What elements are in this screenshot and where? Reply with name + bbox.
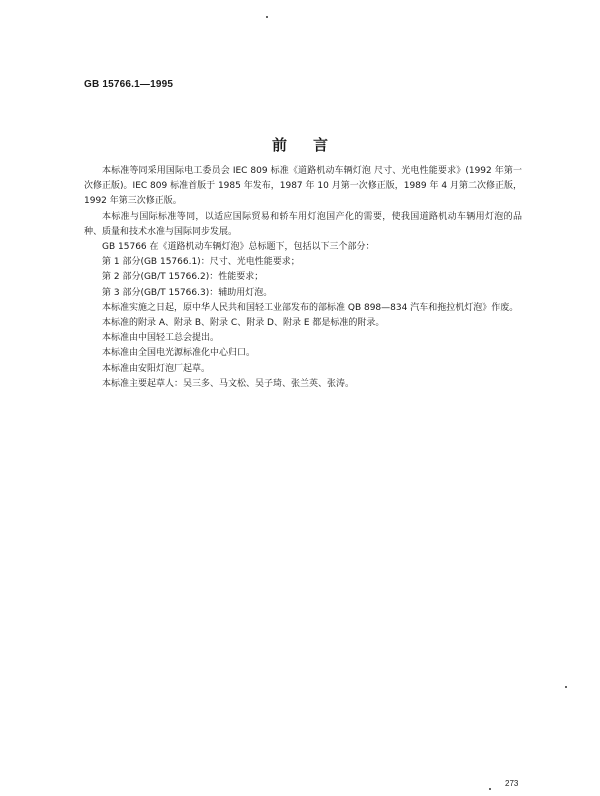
page-number: 273 — [505, 779, 519, 788]
paragraph-parts-intro: GB 15766 在《道路机动车辆灯泡》总标题下，包括以下三个部分： — [102, 242, 375, 253]
paragraph-supersedes: 本标准实施之日起，原中华人民共和国轻工业部发布的部标准 QB 898—834 汽车和拖拉机灯泡》作废。 — [102, 302, 519, 313]
paragraph-part-1: 第 1 部分(GB 15766.1)：尺寸、光电性能要求； — [102, 257, 300, 268]
paragraph-drafters: 本标准主要起草人：吴三多、马文松、吴子琦、张兰英、张涛。 — [102, 378, 355, 389]
preface-body — [84, 164, 522, 392]
paragraph-part-2: 第 2 部分(GB/T 15766.2)：性能要求； — [102, 272, 264, 283]
standard-code: GB 15766.1—1995 — [84, 79, 174, 90]
paragraph-drafted-by: 本标准由安阳灯泡厂起草。 — [102, 363, 211, 374]
paragraph-annexes: 本标准的附录 A、附录 B、附录 C、附录 D、附录 E 都是标准的附录。 — [102, 318, 385, 329]
paragraph-proposed-by: 本标准由中国轻工总会提出。 — [102, 333, 220, 344]
paragraph-part-3: 第 3 部分(GB/T 15766.3)：辅助用灯泡。 — [102, 287, 273, 298]
paragraph-equivalence: 本标准与国际标准等同，以适应国际贸易和轿车用灯泡国产化的需要，使我国道路机动车辆用灯泡的品种、质量和技术水准与国际同步发展。 — [84, 211, 522, 237]
page-title: 前言 — [271, 136, 354, 154]
paragraph-adoption: 本标准等同采用国际电工委员会 IEC 809 标准《道路机动车辆灯泡 尺寸、光电性能要求》(1992 年第一次修正版)。IEC 809 标准首版于 1985 年发布，1987 年 10 月第一次修正版，1989 年 4 月第二次修正版，1992 年第三次修正版。 — [84, 166, 522, 207]
scan-speck — [266, 16, 268, 18]
paragraph-centralized-by: 本标准由全国电光源标准化中心归口。 — [102, 348, 256, 359]
scan-speck — [565, 686, 567, 688]
scan-speck — [489, 788, 491, 790]
